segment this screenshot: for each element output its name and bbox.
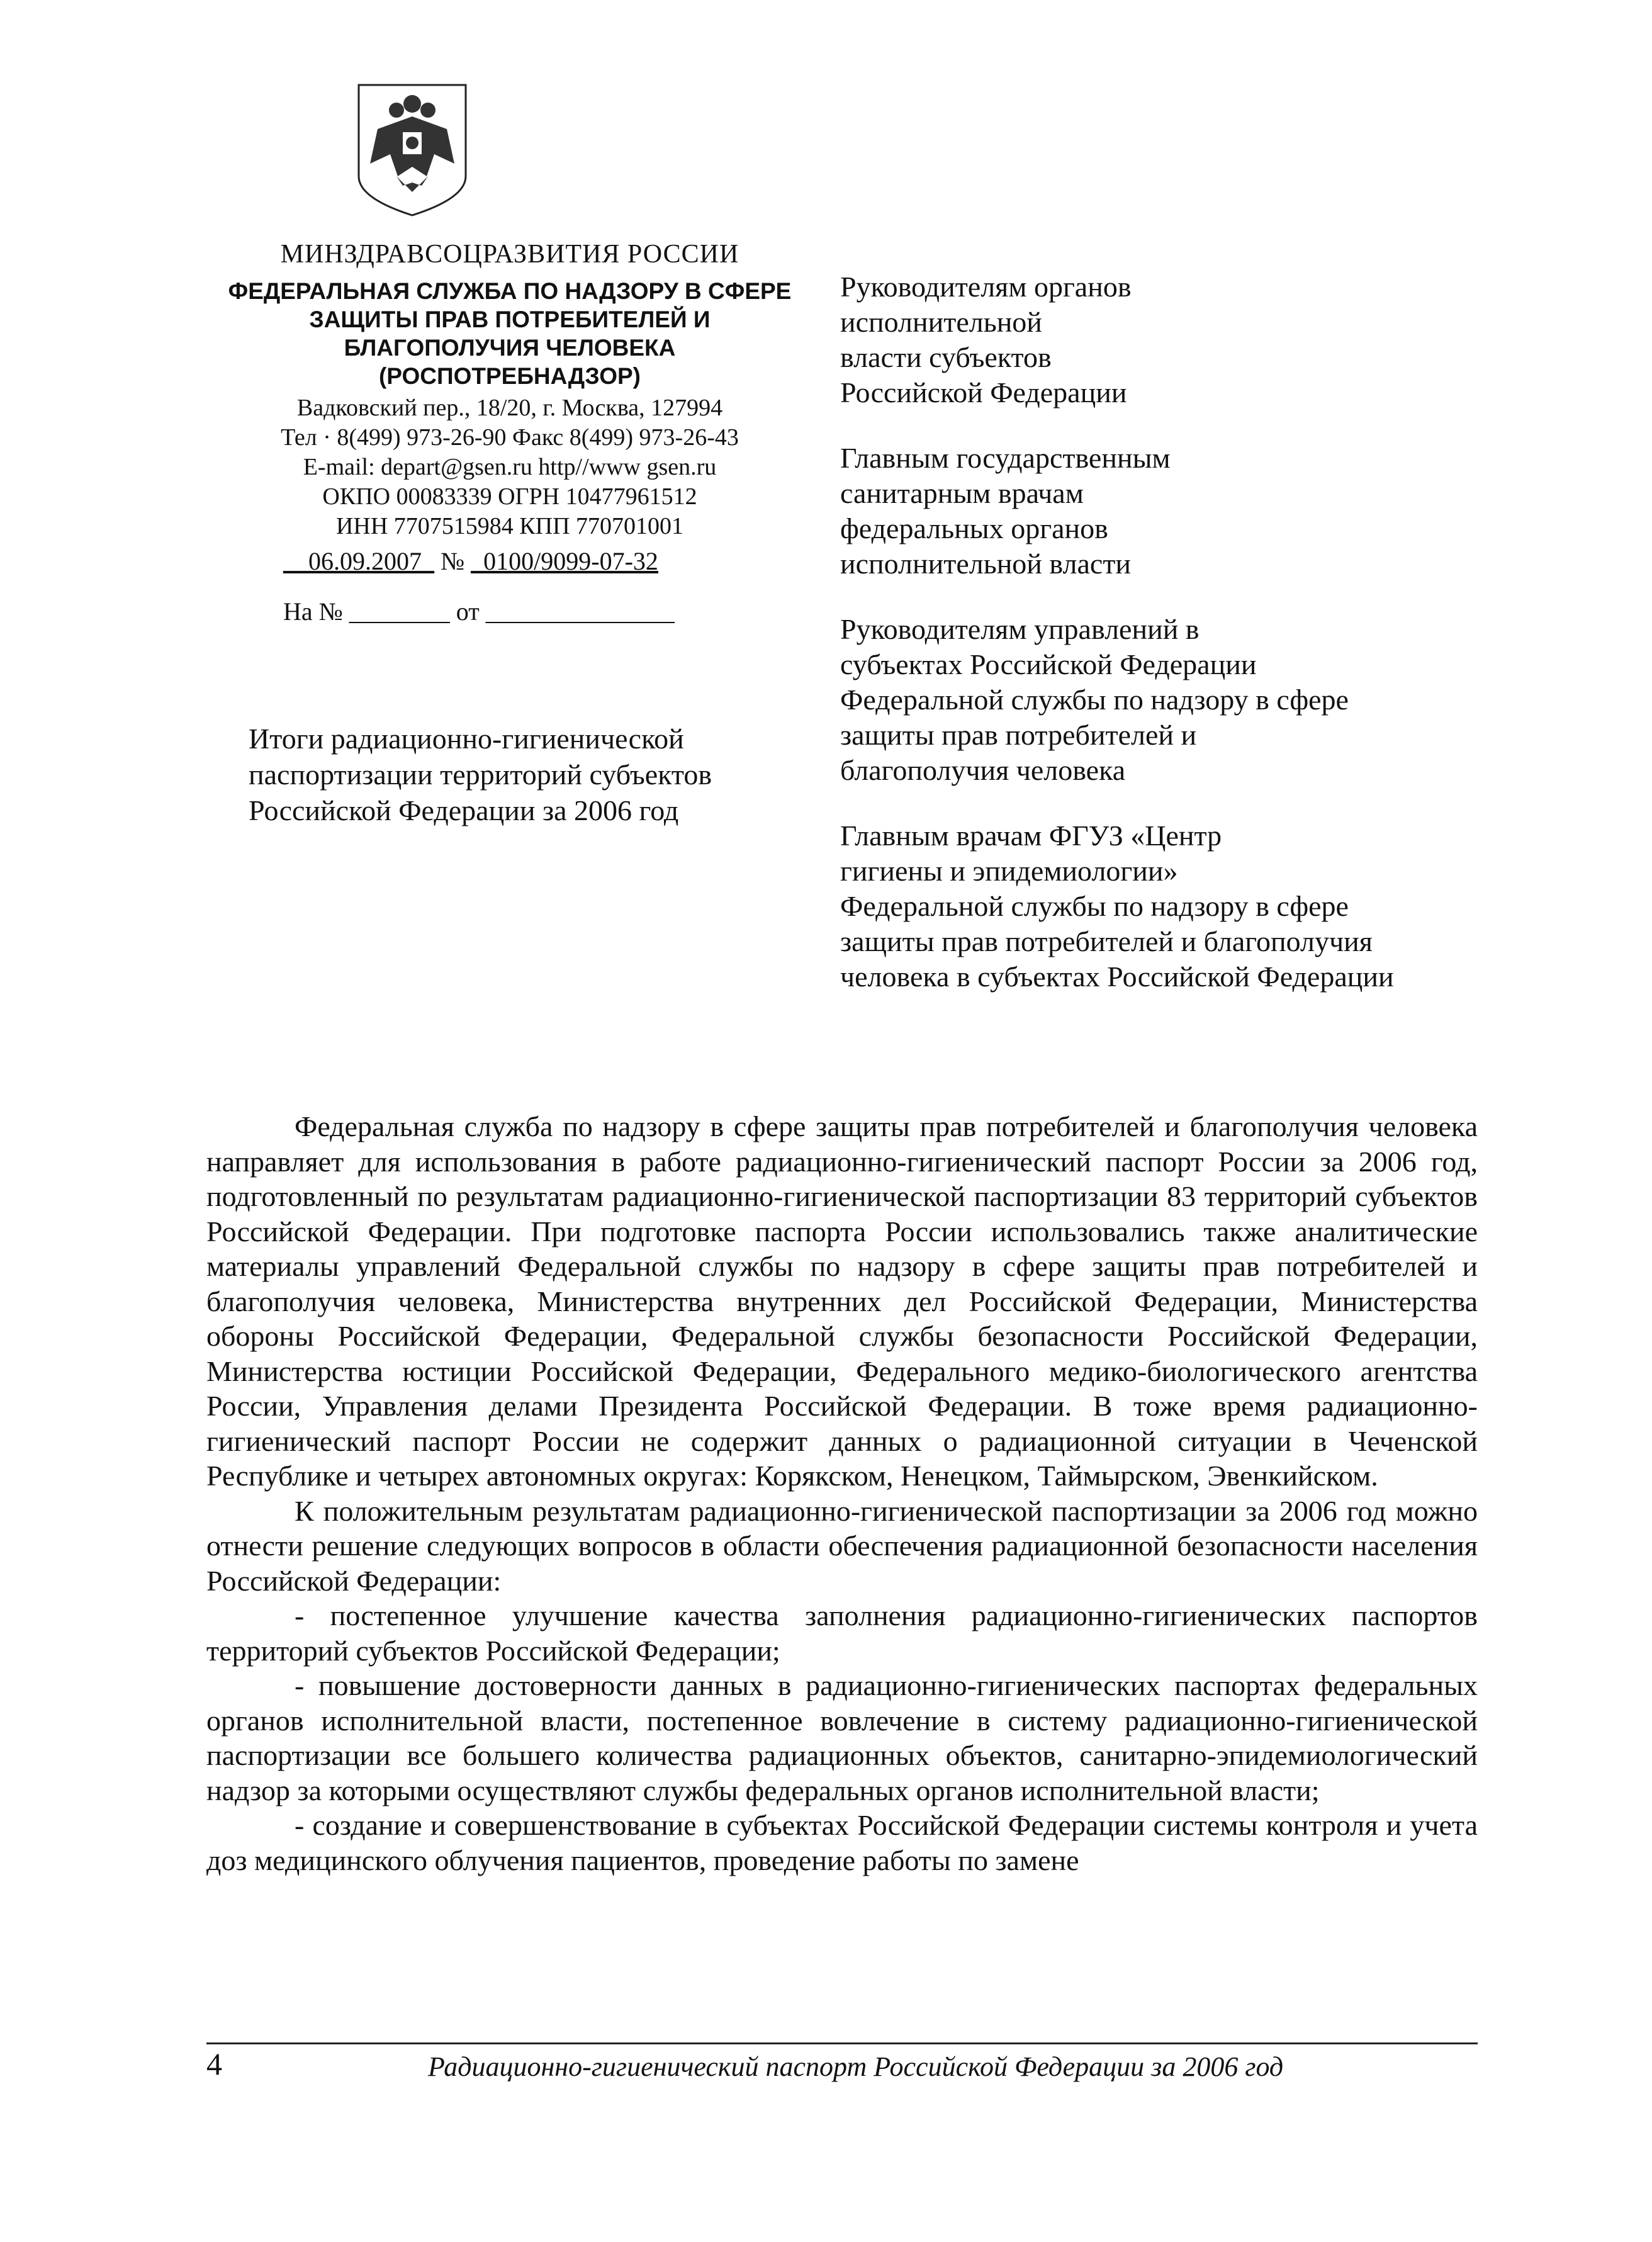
letter-date: __06.09.2007_ xyxy=(283,547,434,575)
letter-number: _0100/9099-07-32 xyxy=(471,547,658,575)
body-list-item: - создание и совершенствование в субъектах Российской Федерации системы контроля и учета доз медицинского облучения пациентов, проведение работы по замене xyxy=(206,1809,1478,1876)
service-name: ФЕДЕРАЛЬНАЯ СЛУЖБА ПО НАДЗОРУ В СФЕРЕ ЗАЩИТЫ ПРАВ ПОТРЕБИТЕЛЕЙ И БЛАГОПОЛУЧИЯ ЧЕЛОВЕКА (РОСПОТРЕБНАДЗОР) xyxy=(228,278,792,389)
footer-rule xyxy=(206,2042,1478,2044)
reference-line: На № ________ от _______________ xyxy=(283,597,675,626)
body-list-item: - постепенное улучшение качества заполнения радиационно-гигиенических паспортов территорий субъектов Российской Федерации; xyxy=(206,1599,1478,1667)
body-list-item: - повышение достоверности данных в радиационно-гигиенических паспортах федеральных органов исполнительной власти, постепенное вовлечение в систему радиационно-гигиенической паспортизации все большего количества радиационных объектов, санитарно-эпидемиологический надзор за которыми осуществляют службы федеральных органов исполнительной власти; xyxy=(206,1669,1478,1806)
contact-block xyxy=(214,393,806,541)
letter-body xyxy=(206,1109,1478,1878)
addressee-group: Главным врачам ФГУЗ «Центр гигиены и эпидемиологии» Федеральной службы по надзору в сфере защиты прав потребителей и благополучия человека в субъектах Российской Федерации xyxy=(840,820,1394,993)
addressee-group: Главным государственным санитарным врачам федеральных органов исполнительной власти xyxy=(840,442,1171,580)
outgoing-number: __06.09.2007_ № _0100/9099-07-32 xyxy=(283,547,658,575)
letter-subject: Итоги радиационно-гигиенической паспортизации территорий субъектов Российской Федерации за 2006 год xyxy=(249,723,712,826)
okpo-ogrn: ОКПО 00083339 ОГРН 10477961512 xyxy=(322,483,697,510)
addressee-group: Руководителям органов исполнительной власти субъектов Российской Федерации xyxy=(840,271,1132,408)
addressee-group: Руководителям управлений в субъектах Российской Федерации Федеральной службы по надзору в сфере защиты прав потребителей и благополучия человека xyxy=(840,613,1349,786)
inn-kpp: ИНН 7707515984 КПП 770701001 xyxy=(335,513,684,539)
phone-fax: Тел · 8(499) 973-26-90 Факс 8(499) 973-26-43 xyxy=(281,424,739,451)
ministry-name: МИНЗДРАВСОЦРАЗВИТИЯ РОССИИ xyxy=(280,240,739,269)
body-paragraph: К положительным результатам радиационно-гигиенической паспортизации за 2006 год можно отнести решение следующих вопросов в области обеспечения радиационной безопасности населения Российской Федерации: xyxy=(206,1494,1478,1597)
body-paragraph: Федеральная служба по надзору в сфере защиты прав потребителей и благополучия человека направляет для использования в работе радиационно-гигиенический паспорт России за 2006 год, подготовленный по результатам радиационно-гигиенической паспортизации 83 территорий субъектов Российской Федерации. При подготовке паспорта России использовались также аналитические материалы управлений Федеральной службы по надзору в сфере защиты прав потребителей и благополучия человека, Министерства внутренних дел Российской Федерации, Министерства обороны Российской Федерации, Федеральной службы безопасности Российской Федерации, Министерства юстиции Российской Федерации, Федерального медико-биологического агентства России, Управления делами Президента Российской Федерации. В тоже время радиационно-гигиенический паспорт России не содержит данных о радиационной ситуации в Чеченской Республике и четырех автономных округах: Корякском, Ненецком, Таймырском, Эвенкийском. xyxy=(206,1110,1478,1492)
state-emblem-icon xyxy=(352,82,472,217)
email-web: E-mail: depart@gsen.ru http//www gsen.ru xyxy=(303,454,717,480)
addressees xyxy=(840,269,1532,1025)
running-title: Радиационно-гигиенический паспорт Российской Федерации за 2006 год xyxy=(428,2051,1284,2082)
address: Вадковский пер., 18/20, г. Москва, 127994 xyxy=(296,395,723,421)
page-number: 4 xyxy=(206,2046,222,2081)
